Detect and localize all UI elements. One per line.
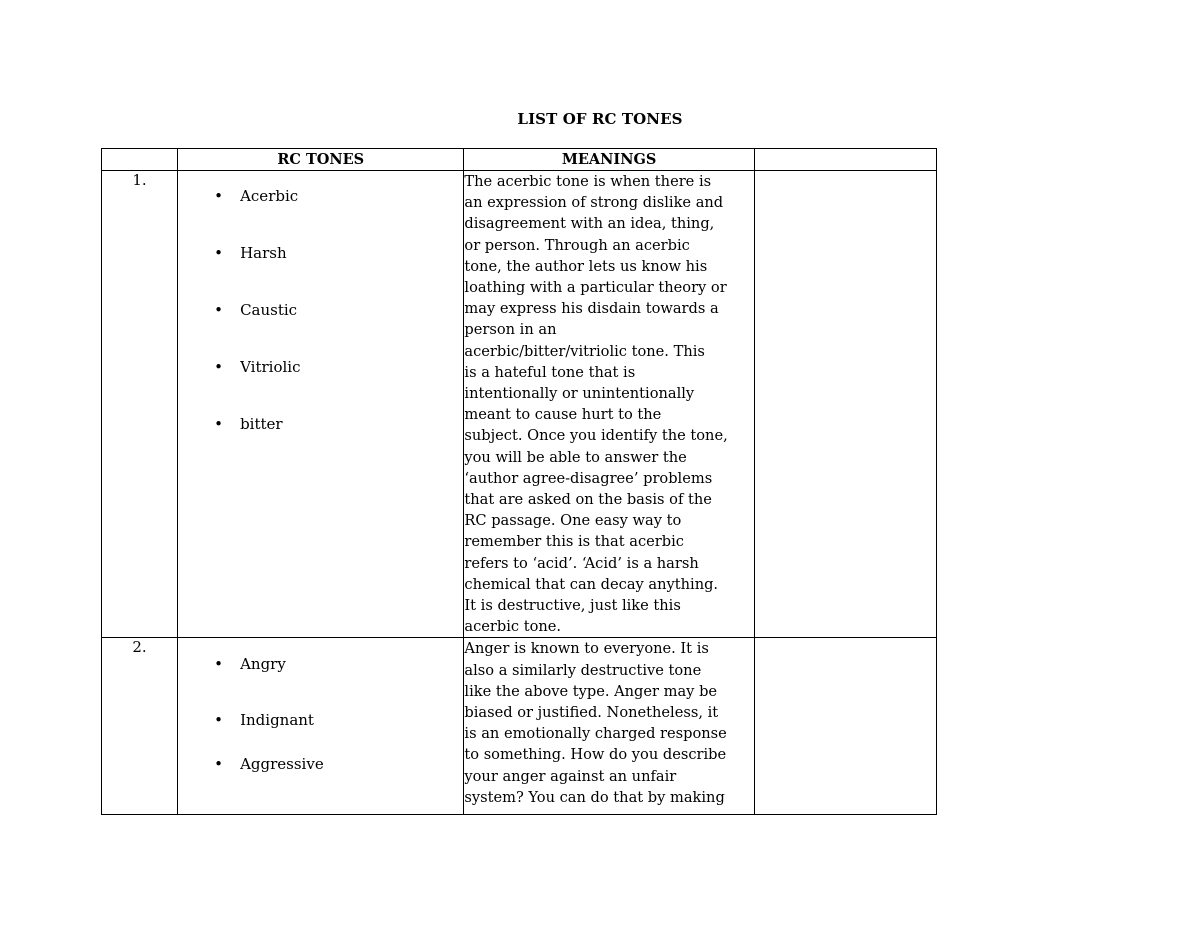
meaning-line: person in an — [464, 321, 557, 339]
meaning-line: is an emotionally charged response — [464, 725, 727, 743]
tone-item — [178, 358, 463, 376]
meaning-line: your anger against an unfair — [464, 767, 677, 785]
tone-item — [178, 301, 463, 319]
tone-item — [178, 655, 463, 673]
extra-cell — [754, 638, 936, 815]
tone-item — [178, 415, 463, 433]
bullet-dot-icon: • — [214, 187, 223, 205]
meaning-line: an expression of strong dislike and — [464, 194, 724, 212]
document-title: LIST OF RC TONES — [517, 110, 683, 128]
bullet-dot-icon: • — [214, 244, 223, 262]
meaning-line: like the above type. Anger may be — [464, 682, 718, 700]
tones-cell — [178, 171, 464, 638]
bullet-dot-icon: • — [214, 755, 223, 774]
tone-label: Vitriolic — [240, 358, 301, 376]
meaning-line: meant to cause hurt to the — [464, 406, 662, 424]
table-row — [102, 171, 937, 638]
meaning-line: subject. Once you identify the tone, — [464, 427, 728, 445]
meaning-cell — [464, 638, 754, 815]
meaning-line: is a hateful tone that is — [464, 363, 636, 381]
meaning-line: chemical that can decay anything. — [464, 575, 719, 593]
header-rc-tones: RC TONES — [178, 149, 464, 171]
meaning-line: loathing with a particular theory or — [464, 279, 727, 297]
rc-tones-table — [101, 148, 937, 815]
tone-list — [178, 638, 463, 773]
meaning-line: biased or justified. Nonetheless, it — [464, 704, 719, 722]
meaning-line: tone, the author lets us know his — [464, 257, 708, 275]
meaning-line: acerbic/bitter/vitriolic tone. This — [464, 342, 705, 360]
meaning-line: disagreement with an idea, thing, — [464, 215, 715, 233]
tone-label: Acerbic — [240, 187, 299, 205]
meaning-line: acerbic tone. — [464, 618, 562, 636]
tone-label: Caustic — [240, 301, 298, 319]
bullet-dot-icon: • — [214, 358, 223, 376]
tone-label: Aggressive — [240, 755, 324, 774]
row-number: 1. — [102, 171, 178, 638]
meaning-line: also a similarly destructive tone — [464, 661, 702, 679]
meaning-line: RC passage. One easy way to — [464, 512, 682, 530]
header-number — [102, 149, 178, 171]
tones-cell — [178, 638, 464, 815]
meaning-cell — [464, 171, 754, 638]
tone-item — [178, 244, 463, 262]
tone-item — [178, 187, 463, 205]
bullet-dot-icon: • — [214, 655, 223, 674]
tone-label: bitter — [240, 415, 283, 433]
meaning-line: remember this is that acerbic — [464, 533, 684, 551]
meaning-line: you will be able to answer the — [464, 448, 687, 466]
meaning-line: or person. Through an acerbic — [464, 236, 690, 254]
meaning-line: ‘author agree-disagree’ problems — [464, 469, 713, 487]
meaning-line: It is destructive, just like this — [464, 597, 681, 615]
tone-label: Harsh — [240, 244, 287, 262]
meaning-line: that are asked on the basis of the — [464, 491, 712, 509]
tone-label: Indignant — [240, 711, 314, 730]
meaning-line: intentionally or unintentionally — [464, 385, 695, 403]
meaning-line: The acerbic tone is when there is — [464, 173, 712, 190]
meaning-line: refers to ‘acid’. ‘Acid’ is a harsh — [464, 554, 699, 572]
table-row — [102, 638, 937, 815]
tone-list — [178, 171, 463, 433]
header-extra — [754, 149, 936, 171]
tone-label: Angry — [240, 655, 286, 674]
tone-item — [178, 711, 463, 729]
meaning-line: system? You can do that by making — [464, 788, 725, 806]
meaning-line: may express his disdain towards a — [464, 300, 719, 318]
bullet-dot-icon: • — [214, 415, 223, 433]
bullet-dot-icon: • — [214, 711, 223, 730]
meaning-line: to something. How do you describe — [464, 746, 727, 764]
bullet-dot-icon: • — [214, 301, 223, 319]
header-meanings: MEANINGS — [464, 149, 754, 171]
row-number: 2. — [102, 638, 178, 815]
table-header-row — [102, 149, 937, 171]
meaning-line: Anger is known to everyone. It is — [464, 640, 709, 658]
extra-cell — [754, 171, 936, 638]
tone-item — [178, 755, 463, 773]
